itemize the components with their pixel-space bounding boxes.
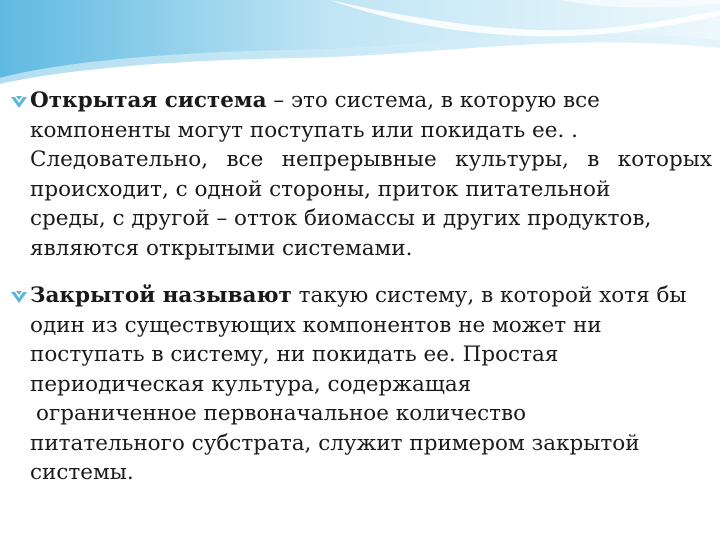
paragraph-line: [30, 281, 712, 311]
term-open-system: Открытая система: [30, 88, 267, 113]
definition-text: такую систему, в которой хотя бы: [291, 283, 687, 308]
paragraph-line: питательного субстрата, служит примером закрытой: [30, 430, 640, 456]
paragraph-line: периодическая культура, содержащая: [30, 371, 472, 397]
diamond-v-bullet-icon: [10, 290, 28, 304]
diamond-v-bullet-icon: [10, 95, 28, 109]
paragraph-line: среды, с другой – отток биомассы и других продуктов,: [30, 206, 652, 231]
slide-content: [8, 86, 712, 488]
paragraph-closed-system: [8, 281, 712, 488]
paragraph-line: являются открытыми системами.: [30, 235, 413, 261]
paragraph-line: один из существующих компонентов не может ни: [30, 312, 602, 338]
paragraph-open-system: [8, 86, 712, 263]
paragraph-line: поступать в систему, ни покидать ее. Простая: [30, 342, 559, 367]
paragraph-line: компоненты могут поступать или покидать ее. .: [30, 117, 578, 143]
term-closed-system: Закрытой называют: [30, 283, 292, 308]
paragraph-line: системы.: [30, 460, 134, 485]
paragraph-line: ограниченное первоначальное количество: [36, 401, 527, 426]
paragraph-line: [30, 86, 712, 116]
paragraph-line: происходит, с одной стороны, приток питательной: [30, 176, 611, 202]
header-wave-banner: [0, 0, 720, 90]
paragraph-line: Следовательно, все непрерывные культуры, в которых: [30, 147, 712, 172]
definition-text: – это система, в которую все: [266, 88, 600, 113]
